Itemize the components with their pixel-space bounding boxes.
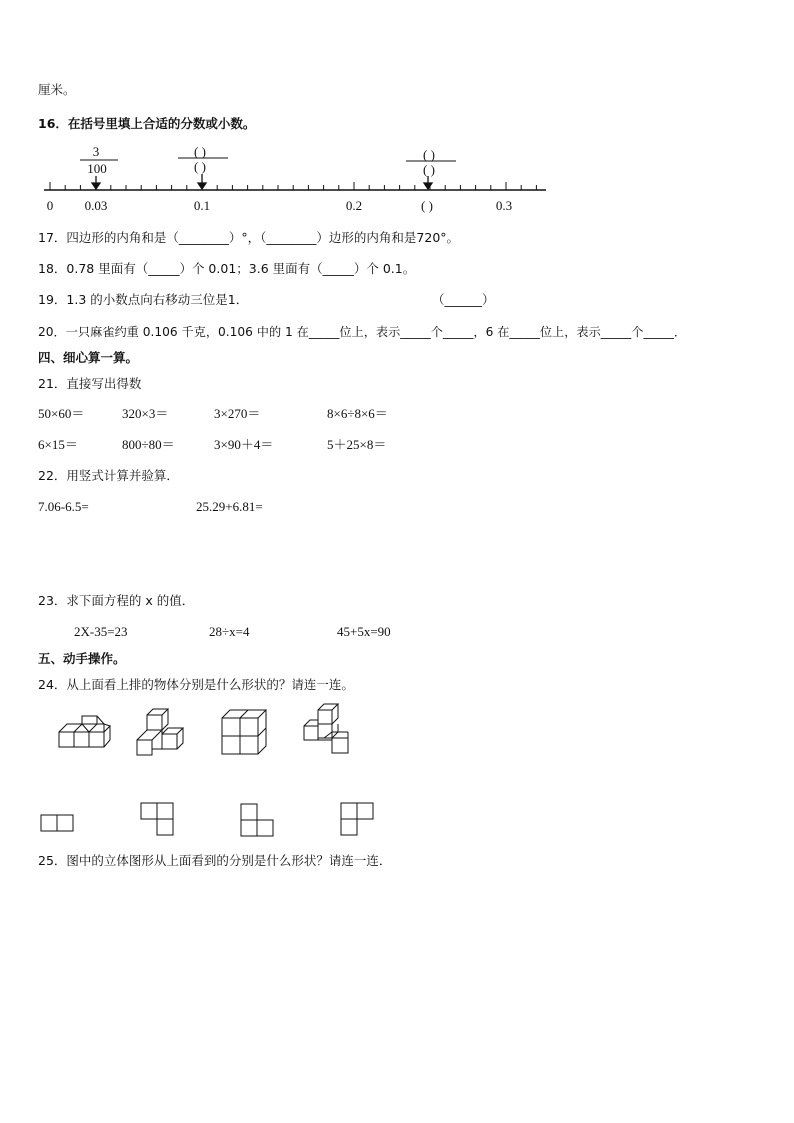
blank-fraction-bottom-2: ( ): [423, 162, 435, 177]
vertical-calc-item: 25.29+6.81=: [196, 499, 263, 514]
continuation-text: 厘米。: [38, 82, 76, 97]
label-0: 0: [46, 198, 54, 213]
calc-item: 3×270＝: [214, 406, 261, 421]
cube-solid-3: [216, 704, 276, 764]
equation-item: 2X-35=23: [74, 624, 128, 639]
calc-item: 3×90＋4＝: [214, 437, 274, 452]
label-0.2: 0.2: [345, 198, 363, 213]
section-4-heading: 四、细心算一算。: [38, 350, 139, 365]
top-view-3: [240, 803, 280, 841]
question-19: 19．1.3 的小数点向右移动三位是1．: [38, 292, 249, 307]
top-view-4: [340, 802, 380, 840]
question-18: 18．0.78 里面有（_____）个 0.01；3.6 里面有（_____）个 0.1。: [38, 261, 416, 276]
question-23: 23．求下面方程的 x 的值．: [38, 593, 195, 608]
top-view-1: [40, 814, 80, 834]
blank-fraction-top-2: ( ): [423, 147, 435, 162]
section-5-heading: 五、动手操作。: [38, 651, 126, 666]
top-view-2: [140, 802, 180, 840]
equation-item: 28÷x=4: [209, 624, 250, 639]
label-0.03: 0.03: [84, 198, 108, 213]
calc-item: 800÷80＝: [122, 437, 175, 452]
question-20: 20．一只麻雀约重 0.106 千克，0.106 中的 1 在_____位上，表示_____个_____，6 在_____位上，表示_____个_____．: [38, 325, 687, 339]
calc-item: 320×3＝: [122, 406, 169, 421]
fraction-denominator: 100: [87, 161, 107, 176]
calc-item: 50×60＝: [38, 406, 85, 421]
fraction-numerator: 3: [92, 144, 100, 159]
cube-solid-4: [298, 700, 358, 760]
question-19-blank: （______）: [432, 292, 495, 307]
question-21: 21．直接写出得数: [38, 376, 142, 391]
calc-item: 5＋25×8＝: [327, 437, 387, 452]
label-0.1: 0.1: [193, 198, 211, 213]
calc-item: 6×15＝: [38, 437, 78, 452]
question-16: 16．在括号里填上合适的分数或小数。: [38, 116, 256, 131]
label-blank: ( ): [421, 198, 433, 213]
vertical-calc-item: 7.06-6.5=: [38, 499, 89, 514]
label-0.3: 0.3: [495, 198, 513, 213]
cube-solid-2: [133, 704, 193, 764]
question-17: 17．四边形的内角和是（________）°，（________）边形的内角和是720°。: [38, 230, 460, 245]
question-25: 25．图中的立体图形从上面看到的分别是什么形状？请连一连．: [38, 853, 392, 868]
question-24: 24．从上面看上排的物体分别是什么形状的？请连一连。: [38, 677, 354, 692]
calc-item: 8×6÷8×6＝: [327, 406, 388, 421]
number-line-figure: [38, 140, 558, 220]
blank-fraction-top: ( ): [194, 144, 206, 159]
cube-solid-1: [55, 712, 115, 762]
question-22: 22．用竖式计算并验算．: [38, 468, 179, 483]
equation-item: 45+5x=90: [337, 624, 391, 639]
blank-fraction-bottom: ( ): [194, 159, 206, 174]
